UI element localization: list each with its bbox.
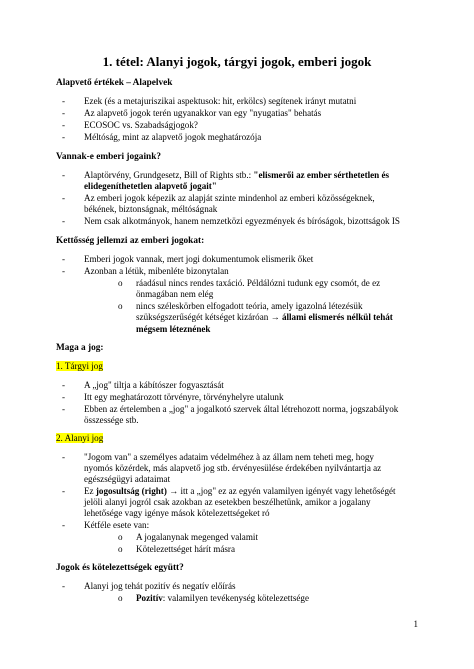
list-item-text: A jogalanynak megenged valamit <box>136 532 258 542</box>
list-item-text: lehetősége vagy igénye mások kötelezettségeket ró <box>84 508 270 518</box>
list-item-text: Kétféle esete van: <box>84 520 150 530</box>
list-item-text: Ezek (és a metajuriszikai aspektusok: hit, erkölcs) segítenek irányt mutatni <box>84 96 357 106</box>
emphasis-text: elidegeníthetetlen alapvető jogait" <box>84 181 217 191</box>
bullet-circle: o <box>118 532 123 542</box>
bullet-circle: o <box>118 301 123 311</box>
list-item-text: békének, biztonságnak, méltóságnak <box>84 204 218 214</box>
list-item-text: : valamilyen tevékenység kötelezettsége <box>162 593 309 603</box>
bullet-circle: o <box>118 593 123 603</box>
emphasis-text: mégsem léteznének <box>136 324 211 334</box>
list-item-text: jelöli alanyi jogról csak azokban az esetekben beszélhetünk, amikor a jogalany <box>84 497 371 507</box>
bullet-dash: - <box>62 266 66 276</box>
list-item-text: Azonban a létük, mibenléte bizonytalan <box>84 266 229 276</box>
emphasis-text: → állami elismerés nélkül tehát <box>270 312 393 322</box>
list-item-text: Kötelezettséget hárít másra <box>136 544 235 554</box>
list-item-text: Itt egy meghatározott törvényre, törvényhelyre utalunk <box>84 392 284 402</box>
list-item-text: Ebben az értelemben a „jog" a jogalkotó szervek által létrehozott norma, jogszabályok <box>84 404 399 414</box>
section-heading-kettosseg: Kettősség jellemzi az emberi jogokat: <box>56 236 205 246</box>
list-item-text: önmagában nem elég <box>136 289 214 299</box>
bullet-dash: - <box>62 254 66 264</box>
list-item-text: nincs széleskörben elfogadott teória, amely igazolná létezésük <box>136 301 363 311</box>
list-item-text: Az alapvető jogok terén ugyanakkor van egy "nyugatias" behatás <box>84 108 322 118</box>
list-item-text: "Jogom van" a személyes adataim védelméhez à az állam nem teheti meg, hogy <box>84 452 374 462</box>
emphasis-text: "elismerői az ember sérthetetlen és <box>253 170 390 180</box>
section-heading-emberi-jogaink: Vannak-e emberi jogaink? <box>56 152 162 162</box>
bullet-dash: - <box>62 193 66 203</box>
emphasis-text: jogosultság (right) <box>95 486 167 496</box>
bullet-dash: - <box>62 96 66 106</box>
bullet-dash: - <box>62 404 66 414</box>
list-item-text: nyomós közérdek, más alapvető jog stb. érvényesülése érdekében nyilvántartja az <box>84 463 382 473</box>
list-item-text: A „jog" tiltja a kábítószer fogyasztását <box>84 380 224 390</box>
bullet-dash: - <box>62 216 66 226</box>
emphasis-text: Pozitív <box>136 593 163 603</box>
list-item-text: → itt a „jog" ez az egyén valamilyen igényét vagy lehetőségét <box>166 486 396 496</box>
list-item-text: Méltóság, mint az alapvető jogok meghatározója <box>84 132 262 142</box>
list-item-text: egészségügyi adataimat <box>84 474 171 484</box>
list-item-text: Az emberi jogok képezik az alapját szinte mindenhol az emberi közösségeknek, <box>84 193 375 203</box>
bullet-dash: - <box>62 520 66 530</box>
bullet-dash: - <box>62 380 66 390</box>
list-item-text: Nem csak alkotmányok, hanem nemzetközi egyezmények és bíróságok, bizottságok IS <box>84 216 400 226</box>
list-item-text: ráadásul nincs rendes taxáció. Példálózni tudunk egy csomót, de ez <box>136 278 381 288</box>
subsection-label-targyi-jog <box>56 361 103 372</box>
list-item-text: szükségszerűségét kétséget kizáróan <box>136 312 271 322</box>
bullet-dash: - <box>62 132 66 142</box>
list-item-text: ECOSOC vs. Szabadságjogok? <box>84 120 198 130</box>
bullet-circle: o <box>118 544 123 554</box>
bullet-circle: o <box>118 278 123 288</box>
list-item-text: Alanyi jog tehát pozitív és negatív előírás <box>84 581 236 591</box>
highlighted-label: 1. Tárgyi jog <box>56 361 103 371</box>
section-heading-maga-a-jog: Maga a jog: <box>56 343 104 353</box>
bullet-dash: - <box>62 581 66 591</box>
page-number: 1 <box>413 619 418 629</box>
subsection-label-alanyi-jog <box>56 433 103 444</box>
highlighted-label: 2. Alanyi jog <box>56 433 104 443</box>
bullet-dash: - <box>62 108 66 118</box>
list-item-text: Emberi jogok vannak, mert jogi dokumentumok elismerik őket <box>84 254 314 264</box>
bullet-dash: - <box>62 120 66 130</box>
list-item-text: összessége stb. <box>84 415 139 425</box>
list-item-text: Ez <box>84 486 96 496</box>
bullet-dash: - <box>62 170 66 180</box>
section-heading-jogok-es-kotelezettsegek: Jogok és kötelezettségek együtt? <box>56 563 184 573</box>
bullet-dash: - <box>62 452 66 462</box>
bullet-dash: - <box>62 392 66 402</box>
bullet-dash: - <box>62 486 66 496</box>
list-item-text: Alaptörvény, Grundgesetz, Bill of Rights stb.: <box>84 170 254 180</box>
section-heading-alapveto: Alapvető értékek – Alapelvek <box>56 78 173 88</box>
document-title: 1. tétel: Alanyi jogok, tárgyi jogok, emberi jogok <box>102 54 372 69</box>
